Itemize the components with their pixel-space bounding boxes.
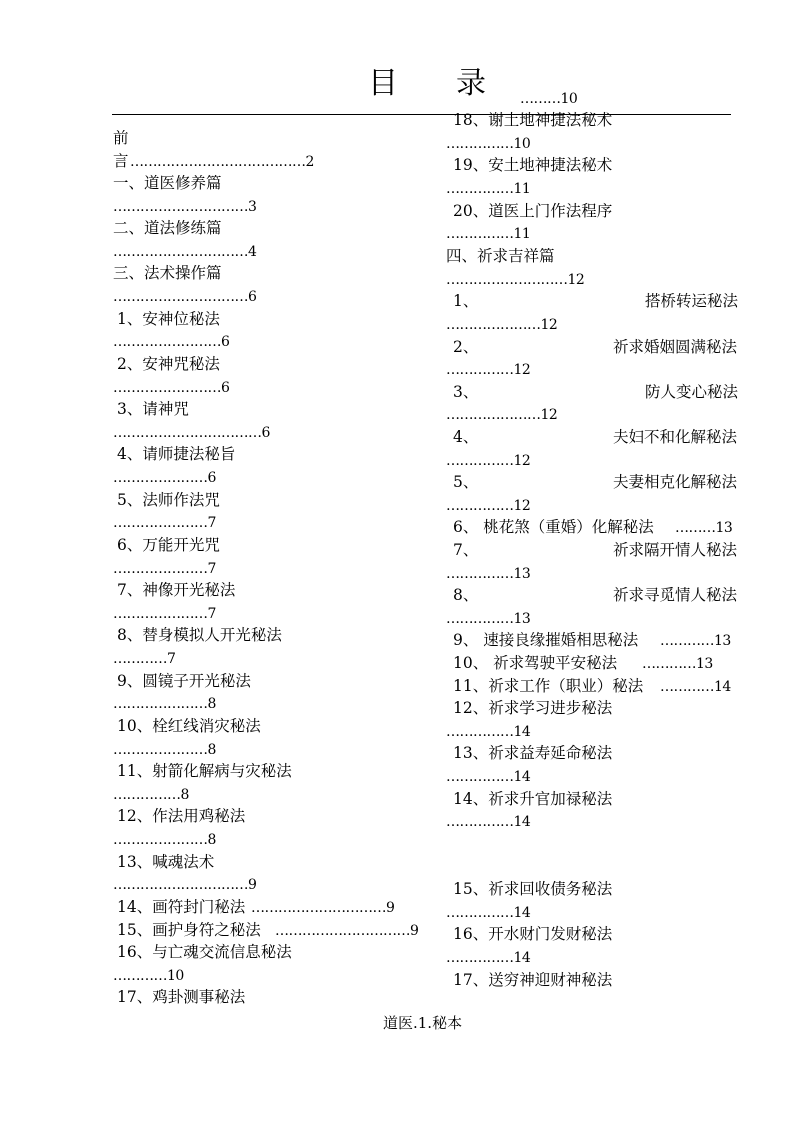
toc-leader-page: ……………14 [446,905,531,921]
title-underline [112,114,731,115]
toc-entry: 一、道医修养篇 [113,174,222,192]
toc-entry: 12、祈求学习进步秘法 [453,699,613,717]
toc-leader-page: ……………11 [446,226,531,242]
toc-leader-page: ……………12 [446,453,531,469]
toc-leader-page: ……………14 [446,769,531,785]
toc-entry: 10、栓红线消灾秘法 [117,717,261,735]
toc-leader-page: ………13 [675,520,733,536]
toc-entry: 13、喊魂法术 [117,853,215,871]
toc-leader-page: ……………8 [113,787,189,803]
toc-entry: 3、请神咒 [117,400,189,418]
toc-leader-page: …………………………4 [113,244,257,260]
toc-entry: 搭桥转运秘法 [645,292,739,310]
toc-leader-page: ………………………12 [446,272,585,288]
toc-entry: 19、安土地神捷法秘术 [453,156,613,174]
toc-entry: 1、安神位秘法 [117,310,220,328]
toc-leader-page: …………10 [113,968,184,984]
toc-leader-page: ……………14 [446,950,531,966]
toc-leader-page: …………………8 [113,742,216,758]
toc-entry: 13、祈求益寿延命秘法 [453,744,613,762]
toc-entry: 6、万能开光咒 [117,536,220,554]
toc-entry: 四、祈求吉祥篇 [446,247,555,265]
toc-leader-page: …………………………6 [113,289,257,305]
toc-leader-page: ……………………6 [113,380,230,396]
toc-entry: 7、 [453,541,479,559]
toc-entry: 祈求婚姻圆满秘法 [613,338,738,356]
toc-entry: 6、 桃花煞（重婚）化解秘法 [453,518,654,536]
toc-leader-page: …………………7 [113,515,216,531]
toc-entry: 5、 [453,473,479,491]
toc-entry: 18、谢土地神捷法秘术 [453,111,613,129]
toc-leader-page: ……………………6 [113,334,230,350]
toc-entry: 夫妇不和化解秘法 [613,428,738,446]
toc-entry: 前 [113,129,129,147]
toc-leader-page: ……………12 [446,362,531,378]
toc-leader-page: ……………13 [446,611,531,627]
toc-entry: 16、与亡魂交流信息秘法 [117,943,292,961]
toc-entry: 11、射箭化解病与灾秘法 [117,762,292,780]
toc-entry: 二、道法修练篇 [113,219,222,237]
toc-entry: 17、送穷神迎财神秘法 [453,971,613,989]
toc-entry: 1、 [453,292,479,310]
toc-entry: 防人变心秘法 [645,383,739,401]
toc-entry: 祈求隔开情人秘法 [613,541,738,559]
toc-entry: 12、作法用鸡秘法 [117,807,246,825]
toc-leader-page: …………………7 [113,606,216,622]
toc-entry: 5、法师作法咒 [117,491,220,509]
toc-leader-page: ……………12 [446,498,531,514]
toc-leader-page: ……………14 [446,724,531,740]
toc-leader-page: …………………12 [446,407,558,423]
toc-entry: 3、 [453,383,479,401]
toc-leader-page: ……………11 [446,181,531,197]
toc-entry: 15、画护身符之秘法 [117,921,261,939]
toc-entry: 10、 祈求驾驶平安秘法 [453,654,618,672]
toc-entry: 16、开水财门发财秘法 [453,925,613,943]
toc-leader-page: …………13 [642,656,713,672]
toc-entry: 三、法术操作篇 [113,264,222,282]
page-title [368,58,486,102]
toc-entry: 7、神像开光秘法 [117,581,236,599]
toc-leader-page: …………………………3 [113,199,257,215]
toc-leader-page: …………………………9 [251,900,395,916]
toc-leader-page: …………………………………2 [130,154,314,170]
page-footer: 道医.1.秘本 [383,1014,463,1032]
toc-entry: 11、祈求工作（职业）秘法 [453,677,644,695]
toc-entry: 20、道医上门作法程序 [453,202,613,220]
toc-leader-page: …………………………9 [113,877,257,893]
toc-leader-page: …………7 [113,651,176,667]
title-char-2: 录 [456,66,486,101]
toc-entry: 8、替身模拟人开光秘法 [117,626,282,644]
toc-leader-page: …………13 [660,633,731,649]
toc-entry: 2、 [453,338,479,356]
toc-leader-page: …………………8 [113,696,216,712]
toc-leader-page: …………………7 [113,561,216,577]
toc-entry: 言 [113,152,129,170]
title-char-1: 目 [368,66,398,101]
toc-leader-page: ……………………………6 [113,425,270,441]
toc-entry: 夫妻相克化解秘法 [613,473,738,491]
toc-entry: 14、祈求升官加禄秘法 [453,790,613,808]
toc-entry: 9、 速接良缘摧婚相思秘法 [453,631,639,649]
toc-leader-page: …………………12 [446,317,558,333]
toc-entry: 14、画符封门秘法 [117,898,246,916]
toc-entry: 4、请师捷法秘旨 [117,445,236,463]
toc-leader-page: …………14 [660,679,731,695]
toc-leader-page: ……………13 [446,566,531,582]
toc-entry: 2、安神咒秘法 [117,355,220,373]
toc-leader-page: …………………6 [113,470,216,486]
toc-entry: 4、 [453,428,479,446]
toc-entry: 15、祈求回收债务秘法 [453,880,613,898]
toc-leader-page: …………………8 [113,832,216,848]
toc-entry: 17、鸡卦测事秘法 [117,988,246,1006]
toc-leader-page: ………10 [520,91,578,107]
toc-leader-page: ……………14 [446,814,531,830]
toc-leader-page: ……………10 [446,136,531,152]
toc-entry: 8、 [453,586,479,604]
toc-entry: 祈求寻觅情人秘法 [613,586,738,604]
toc-leader-page: …………………………9 [275,923,419,939]
toc-entry: 9、圆镜子开光秘法 [117,672,251,690]
